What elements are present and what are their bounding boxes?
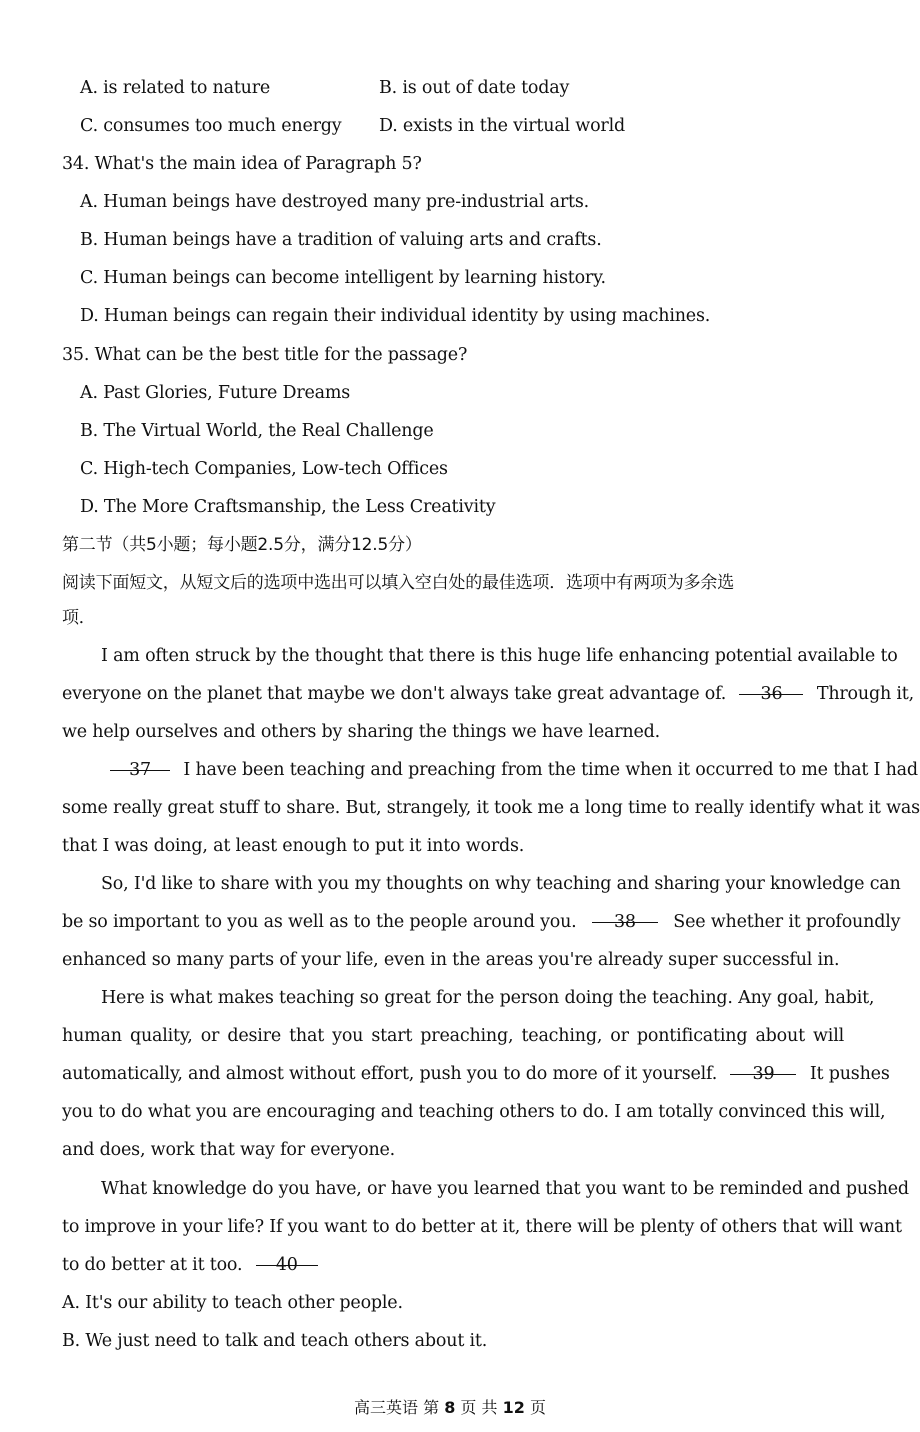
q35-option-d: D. The More Craftsmanship, the Less Creativity	[80, 497, 496, 517]
passage-p2-line1	[110, 758, 918, 782]
passage-p2-line1-text: I have been teaching and preaching from the time when it occurred to me that I had	[183, 760, 918, 780]
passage-p1-line3: we help ourselves and others by sharing the things we have learned.	[62, 722, 660, 742]
q34-option-c: C. Human beings can become intelligent by learning history.	[80, 268, 606, 288]
q34-option-a: A. Human beings have destroyed many pre-industrial arts.	[80, 192, 589, 212]
passage-p1-line2-text-b: Through it,	[816, 684, 914, 704]
q35-option-c: C. High-tech Companies, Low-tech Offices	[80, 459, 448, 479]
q35-option-b: B. The Virtual World, the Real Challenge	[80, 421, 434, 441]
q33-option-b: B. is out of date today	[379, 78, 570, 98]
passage-p5-line3-text: to do better at it too.	[62, 1255, 243, 1275]
passage-p3-line3: enhanced so many parts of your life, even in the areas you're already super successful in.	[62, 950, 840, 970]
passage-p1-line2	[62, 682, 914, 706]
passage-p3-line2	[62, 910, 900, 934]
blank-39: 39	[730, 1062, 796, 1086]
passage-p1-line1: I am often struck by the thought that there is this huge life enhancing potential available to	[101, 646, 898, 666]
passage-p4-line1: Here is what makes teaching so great for the person doing the teaching. Any goal, habit,	[101, 988, 875, 1008]
blank-40: 40	[256, 1253, 318, 1277]
choice-b: B. We just need to talk and teach others about it.	[62, 1331, 488, 1351]
passage-p5-line3	[62, 1253, 318, 1277]
passage-p3-line2-text-b: See whether it profoundly	[673, 912, 901, 932]
passage-p4-line4: you to do what you are encouraging and teaching others to do. I am totally convinced this will,	[62, 1102, 886, 1122]
section2-heading: 第二节（共5小题；每小题2.5分，满分12.5分）	[62, 535, 422, 555]
passage-p1-line2-text-a: everyone on the planet that maybe we don't always take great advantage of.	[62, 684, 727, 704]
passage-p2-line3: that I was doing, at least enough to put it into words.	[62, 836, 525, 856]
page-footer	[0, 1395, 900, 1418]
footer-suffix: 页	[529, 1398, 546, 1417]
section2-instruction-line2: 项．	[62, 608, 96, 628]
passage-p4-line3-text-a: automatically, and almost without effort, push you to do more of it yourself.	[62, 1064, 718, 1084]
footer-total-pages: 12	[502, 1398, 525, 1417]
passage-p5-line1: What knowledge do you have, or have you learned that you want to be reminded and pushed	[101, 1179, 909, 1199]
q33-option-c: C. consumes too much energy	[80, 116, 342, 136]
choice-a: A. It's our ability to teach other people.	[62, 1293, 403, 1313]
q35-option-a: A. Past Glories, Future Dreams	[80, 383, 351, 403]
passage-p2-line2: some really great stuff to share. But, strangely, it took me a long time to really identify what it was	[62, 798, 920, 818]
blank-37: 37	[110, 758, 170, 782]
footer-prefix: 高三英语 第	[354, 1398, 440, 1417]
q33-option-d: D. exists in the virtual world	[379, 116, 625, 136]
passage-p4-line5: and does, work that way for everyone.	[62, 1140, 396, 1160]
footer-page-number: 8	[444, 1398, 456, 1417]
q34-option-d: D. Human beings can regain their individual identity by using machines.	[80, 306, 711, 326]
passage-p5-line2: to improve in your life? If you want to do better at it, there will be plenty of others that will want	[62, 1217, 902, 1237]
passage-p4-line3-text-b: It pushes	[809, 1064, 890, 1084]
passage-p4-line2: human quality, or desire that you start preaching, teaching, or pontificating about will	[62, 1026, 844, 1046]
passage-p3-line2-text-a: be so important to you as well as to the people around you.	[62, 912, 577, 932]
passage-p3-line1: So, I'd like to share with you my thoughts on why teaching and sharing your knowledge can	[101, 874, 901, 894]
passage-p4-line3	[62, 1062, 890, 1086]
q34-option-b: B. Human beings have a tradition of valuing arts and crafts.	[80, 230, 602, 250]
blank-36: 36	[739, 682, 803, 706]
q35-stem: 35. What can be the best title for the passage?	[62, 345, 468, 365]
footer-middle: 页 共	[460, 1398, 498, 1417]
q34-stem: 34. What's the main idea of Paragraph 5?	[62, 154, 422, 174]
blank-38: 38	[592, 910, 658, 934]
q33-option-a: A. is related to nature	[80, 78, 271, 98]
section2-instruction-line1: 阅读下面短文，从短文后的选项中选出可以填入空白处的最佳选项．选项中有两项为多余选	[62, 573, 734, 593]
